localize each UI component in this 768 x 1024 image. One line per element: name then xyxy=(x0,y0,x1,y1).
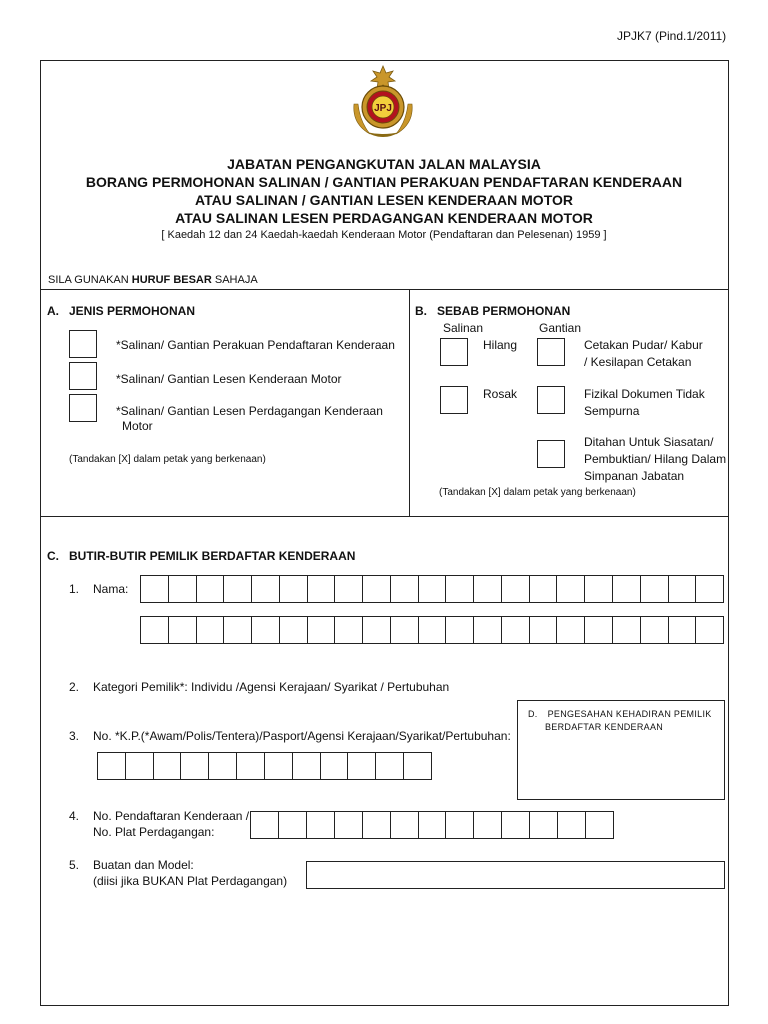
reason-rosak: Rosak xyxy=(483,387,518,401)
option-a-lesen-perdagangan-cont: Motor xyxy=(122,419,153,433)
item-5-label-2: (diisi jika BUKAN Plat Perdagangan) xyxy=(93,874,288,888)
header-line-4: ATAU SALINAN LESEN PERDAGANGAN KENDERAAN MOTOR xyxy=(175,210,593,226)
nama-input-row-1[interactable] xyxy=(140,575,724,603)
item-3-number: 3. xyxy=(69,729,80,743)
section-d-heading: D. PENGESAHAN KEHADIRAN PEMILIK xyxy=(528,709,712,719)
checkbox-b-ditahan[interactable] xyxy=(537,440,565,468)
divider-ab xyxy=(409,289,410,516)
form-code: JPJK7 (Pind.1/2011) xyxy=(617,29,727,43)
option-a-lesen-motor: *Salinan/ Gantian Lesen Kenderaan Motor xyxy=(116,372,342,386)
reason-ditahan-1: Ditahan Untuk Siasatan/ xyxy=(584,435,714,449)
reason-ditahan-2: Pembuktian/ Hilang Dalam xyxy=(584,452,727,466)
divider-top xyxy=(40,289,729,290)
item-2-number: 2. xyxy=(69,680,80,694)
checkbox-a-lesen-motor[interactable] xyxy=(69,362,97,390)
item-4-label-1: No. Pendaftaran Kenderaan / xyxy=(93,809,250,823)
reason-cetakan-2: / Kesilapan Cetakan xyxy=(584,355,692,369)
header-line-2: BORANG PERMOHONAN SALINAN / GANTIAN PERAKUAN PENDAFTARAN KENDERAAN xyxy=(85,174,683,190)
section-b-heading: B. SEBAB PERMOHONAN xyxy=(415,304,571,318)
divider-mid xyxy=(40,516,729,517)
section-a-heading: A. JENIS PERMOHONAN xyxy=(47,304,196,318)
item-4-number: 4. xyxy=(69,809,80,823)
item-2-label: Kategori Pemilik*: Individu /Agensi Kerajaan/ Syarikat / Pertubuhan xyxy=(93,680,450,694)
reason-ditahan-3: Simpanan Jabatan xyxy=(584,469,685,483)
reason-hilang: Hilang xyxy=(483,338,518,352)
item-5-number: 5. xyxy=(69,858,80,872)
checkbox-b-fizikal[interactable] xyxy=(537,386,565,414)
checkbox-b-hilang[interactable] xyxy=(440,338,468,366)
section-b-note: (Tandakan [X] dalam petak yang berkenaan) xyxy=(439,487,636,498)
registration-number-input[interactable] xyxy=(250,811,614,839)
make-model-input[interactable] xyxy=(306,861,725,889)
id-number-input[interactable] xyxy=(97,752,432,780)
header-line-1: JABATAN PENGANGKUTAN JALAN MALAYSIA xyxy=(227,156,541,172)
section-a-note: (Tandakan [X] dalam petak yang berkenaan) xyxy=(69,454,266,465)
checkbox-a-lesen-perdagangan[interactable] xyxy=(69,394,97,422)
checkbox-b-rosak[interactable] xyxy=(440,386,468,414)
item-4-label-2: No. Plat Perdagangan: xyxy=(93,825,215,839)
item-1-number: 1. xyxy=(69,582,80,596)
reason-cetakan-1: Cetakan Pudar/ Kabur xyxy=(584,338,703,352)
instruction-text: SILA GUNAKAN HURUF BESAR SAHAJA xyxy=(48,274,258,286)
item-1-label: Nama: xyxy=(93,582,129,596)
item-5-label-1: Buatan dan Model: xyxy=(93,858,194,872)
logo-lettering: JPJ xyxy=(374,103,392,114)
jpj-logo xyxy=(344,64,422,140)
option-a-lesen-perdagangan: *Salinan/ Gantian Lesen Perdagangan Kenderaan xyxy=(116,404,383,418)
item-3-label: No. *K.P.(*Awam/Polis/Tentera)/Pasport/Agensi Kerajaan/Syarikat/Pertubuhan: xyxy=(93,729,511,743)
section-c-heading: C. BUTIR-BUTIR PEMILIK BERDAFTAR KENDERAAN xyxy=(47,549,356,563)
nama-input-row-2[interactable] xyxy=(140,616,724,644)
option-a-perakuan: *Salinan/ Gantian Perakuan Pendaftaran Kenderaan xyxy=(116,338,395,352)
checkbox-b-cetakan[interactable] xyxy=(537,338,565,366)
reason-fizikal-1: Fizikal Dokumen Tidak xyxy=(584,387,705,401)
checkbox-a-perakuan[interactable] xyxy=(69,330,97,358)
column-gantian: Gantian xyxy=(539,321,582,335)
column-salinan: Salinan xyxy=(443,321,484,335)
section-d-heading-cont: BERDAFTAR KENDERAAN xyxy=(545,722,664,732)
header-line-3: ATAU SALINAN / GANTIAN LESEN KENDERAAN MOTOR xyxy=(195,192,573,208)
regulation-reference: [ Kaedah 12 dan 24 Kaedah-kaedah Kenderaan Motor (Pendaftaran dan Pelesenan) 1959 ] xyxy=(161,229,607,241)
reason-fizikal-2: Sempurna xyxy=(584,404,640,418)
